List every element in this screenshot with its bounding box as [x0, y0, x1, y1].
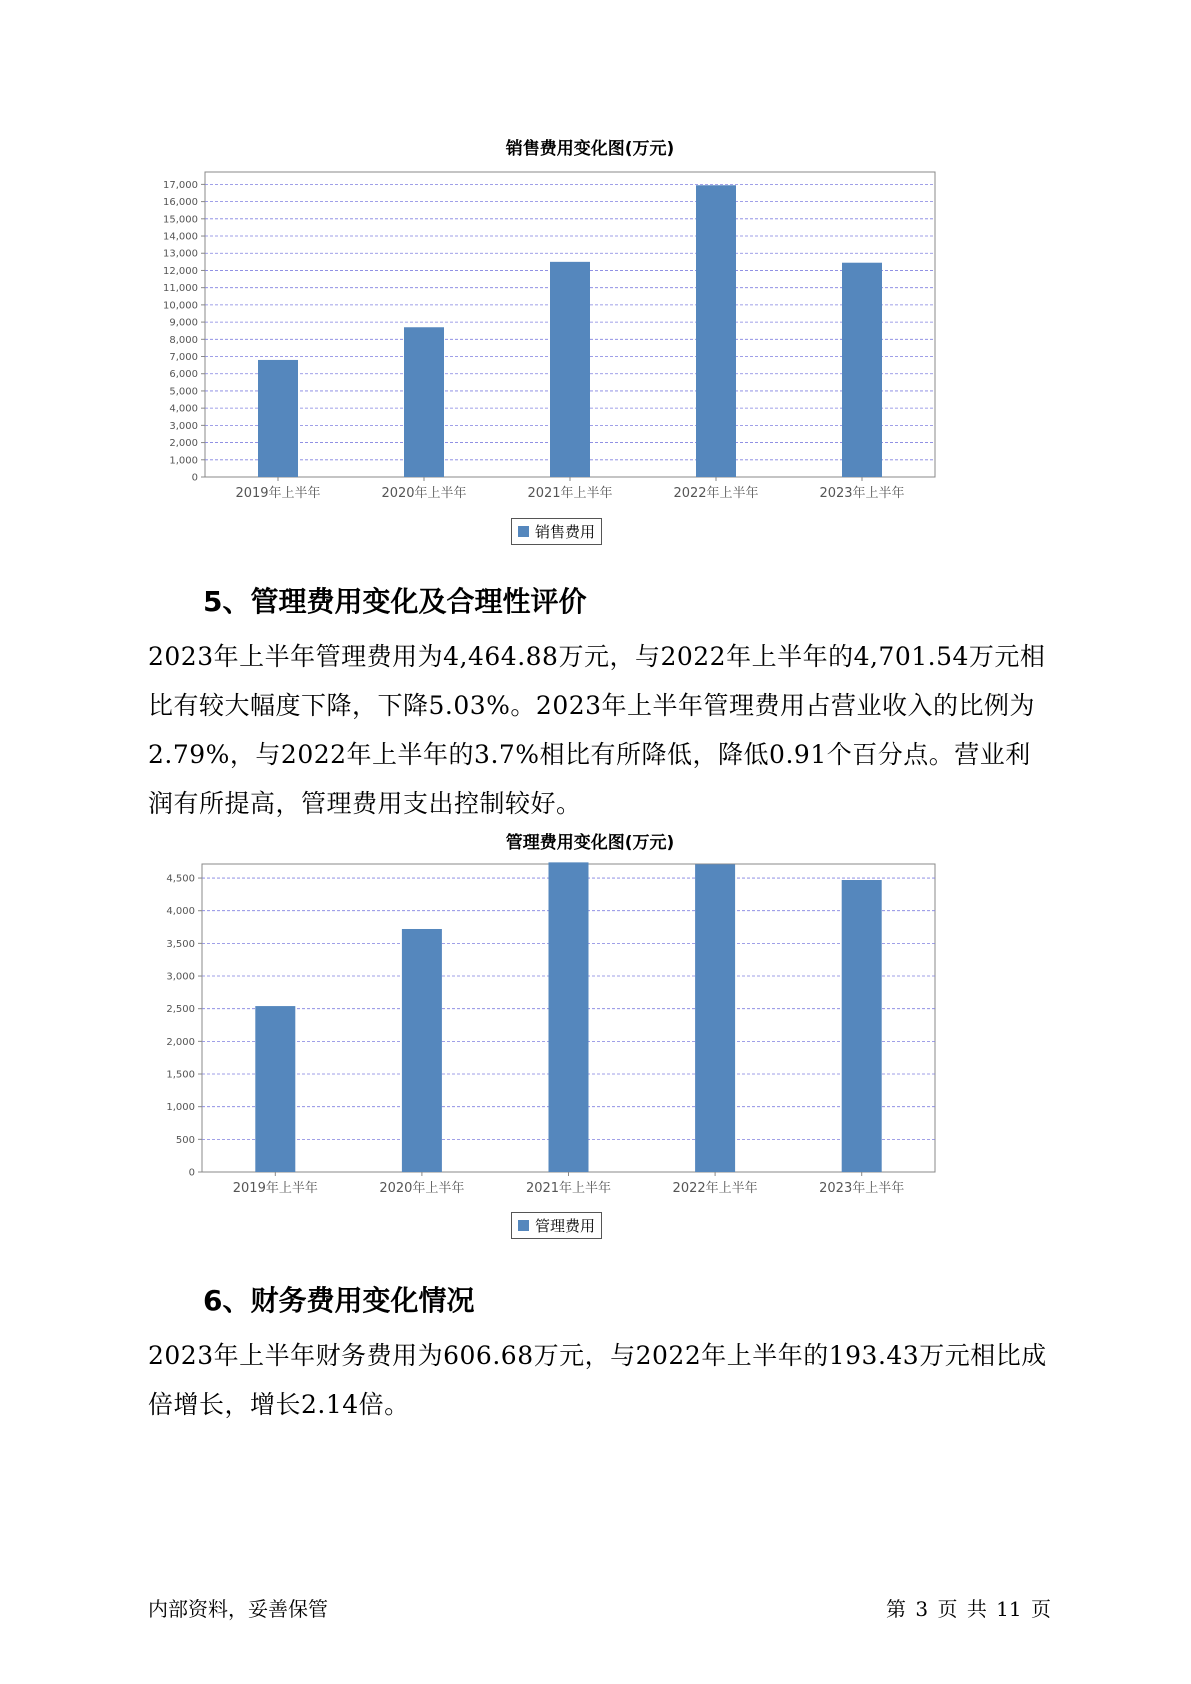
y-tick-label: 1,500: [166, 1069, 195, 1081]
x-tick-label: 2022年上半年: [673, 486, 759, 501]
bar: [842, 880, 882, 1172]
chart-legend: [511, 518, 602, 545]
legend-swatch: [518, 526, 529, 537]
legend-label: 销售费用: [535, 523, 596, 541]
y-tick-label: 7,000: [169, 352, 198, 364]
sales-expense-chart: [150, 130, 1030, 550]
legend-label: 管理费用: [535, 1217, 596, 1235]
y-tick-label: 2,500: [166, 1004, 195, 1016]
x-tick-label: 2019年上半年: [235, 486, 321, 501]
section-heading: 6、财务费用变化情况: [203, 1284, 475, 1317]
y-tick-label: 14,000: [163, 231, 198, 243]
chart-legend: [511, 1212, 602, 1239]
bar: [255, 1006, 295, 1172]
y-tick-label: 3,000: [169, 420, 198, 432]
y-tick-label: 0: [188, 1167, 195, 1179]
x-tick-label: 2022年上半年: [672, 1181, 758, 1196]
x-tick-label: 2023年上半年: [819, 1181, 905, 1196]
y-tick-label: 5,000: [169, 386, 198, 398]
section-heading: 5、管理费用变化及合理性评价: [203, 585, 587, 618]
y-tick-label: 9,000: [169, 317, 198, 329]
y-tick-label: 10,000: [163, 300, 198, 312]
chart-title: 销售费用变化图(万元): [505, 139, 675, 159]
y-tick-label: 3,500: [166, 938, 195, 950]
x-tick-label: 2020年上半年: [381, 486, 467, 501]
y-tick-label: 15,000: [163, 214, 198, 226]
bar: [842, 263, 882, 477]
x-tick-label: 2023年上半年: [819, 486, 905, 501]
y-tick-label: 0: [191, 472, 198, 484]
legend-swatch: [518, 1220, 529, 1231]
y-tick-label: 500: [175, 1134, 195, 1146]
y-tick-label: 1,000: [166, 1102, 195, 1114]
chart-plot: [150, 856, 1030, 1221]
y-tick-label: 4,000: [169, 403, 198, 415]
paragraph: 2023年上半年管理费用为4,464.88万元，与2022年上半年的4,701.54万元相比有较大幅度下降，下降5.03%。2023年上半年管理费用占营业收入的比例为2.79%，与2022年上半年的3.7%相比有所降低，降低0.91个百分点。营业利润有所提高，管理费用支出控制较好。: [148, 642, 1046, 818]
y-tick-label: 2,000: [166, 1036, 195, 1048]
y-tick-label: 1,000: [169, 455, 198, 467]
x-tick-label: 2019年上半年: [232, 1181, 318, 1196]
chart-plot: [150, 160, 1030, 525]
x-tick-label: 2021年上半年: [525, 1181, 612, 1196]
bar: [402, 929, 442, 1172]
y-tick-label: 3,000: [166, 971, 195, 983]
x-tick-label: 2020年上半年: [379, 1181, 465, 1196]
admin-expense-chart: [150, 826, 1030, 1246]
bar: [549, 862, 589, 1172]
bar: [550, 262, 590, 477]
y-tick-label: 2,000: [169, 438, 198, 450]
footer-page-number: 第 3 页 共 11 页: [886, 1597, 1051, 1621]
y-tick-label: 11,000: [163, 283, 198, 295]
y-tick-label: 4,000: [166, 906, 195, 918]
chart-title: 管理费用变化图(万元): [505, 833, 675, 853]
y-tick-label: 4,500: [166, 873, 195, 885]
y-tick-label: 8,000: [169, 334, 198, 346]
y-tick-label: 16,000: [163, 197, 198, 209]
bar: [258, 360, 298, 477]
y-tick-label: 13,000: [163, 248, 198, 260]
bar: [695, 864, 735, 1172]
paragraph: 2023年上半年财务费用为606.68万元，与2022年上半年的193.43万元相比成倍增长，增长2.14倍。: [148, 1341, 1047, 1419]
footer-confidential-note: 内部资料，妥善保管: [148, 1597, 328, 1621]
x-tick-label: 2021年上半年: [527, 486, 613, 501]
y-tick-label: 6,000: [169, 369, 198, 381]
bar: [696, 185, 736, 477]
bar: [404, 327, 444, 477]
y-tick-label: 17,000: [163, 179, 198, 191]
y-tick-label: 12,000: [163, 265, 198, 277]
